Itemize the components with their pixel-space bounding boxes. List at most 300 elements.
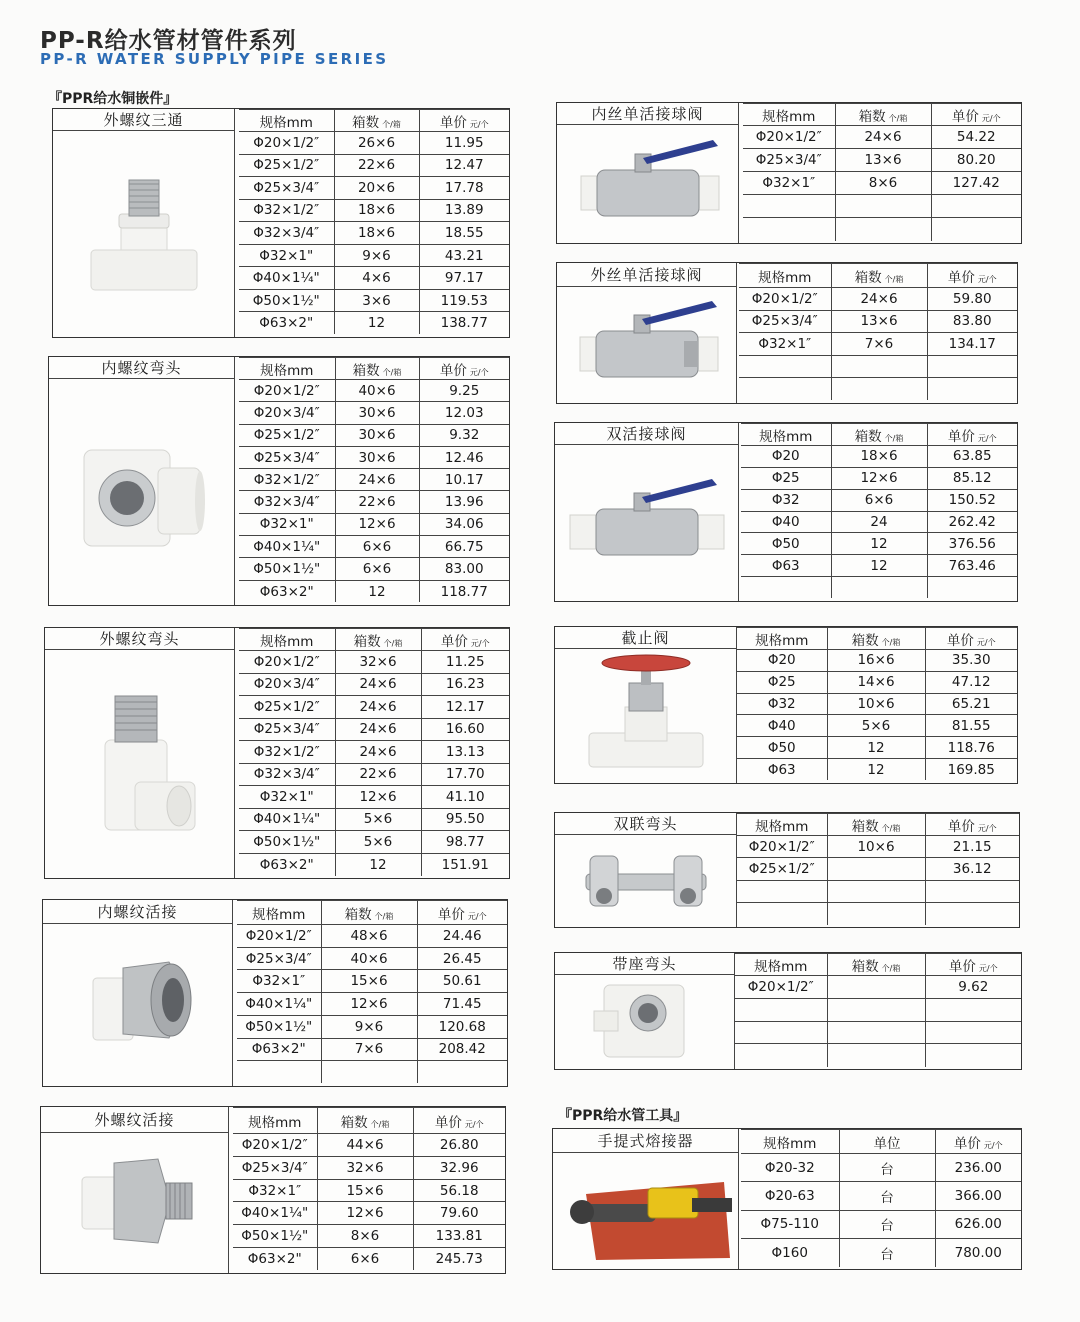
cell-spec: Φ32×3/4″: [239, 222, 334, 245]
table-row: [239, 469, 509, 491]
header-price: [413, 1108, 505, 1134]
table-row: [743, 126, 1021, 149]
cell-qty: 5×6: [827, 715, 925, 737]
cell-price: 9.25: [419, 380, 509, 402]
header-qty-label: 箱数: [851, 818, 879, 835]
product-panel: [554, 952, 1022, 1070]
header-qty-label: 箱数: [854, 269, 882, 286]
cell-price: 16.23: [421, 673, 509, 696]
cell-price: 262.42: [927, 511, 1017, 533]
header-price: [419, 358, 509, 380]
wall-plate-elbow-icon: [590, 975, 700, 1069]
header-qty-label: 箱数: [352, 362, 380, 379]
cell-qty: 30×6: [335, 446, 419, 468]
cell-qty: 台: [839, 1210, 935, 1238]
header-spec: [239, 358, 335, 380]
cell-price: 11.25: [421, 651, 509, 674]
cell-spec: Φ32×1″: [233, 1179, 317, 1202]
cell-qty: 12: [831, 533, 927, 555]
header-spec: [741, 1130, 839, 1154]
product-name: 外螺纹三通: [53, 109, 235, 131]
table-row: [737, 902, 1019, 924]
header-price-unit: 元/个: [469, 367, 489, 377]
header-price-label: 单价: [946, 632, 974, 649]
table-row: [239, 558, 509, 580]
cell-price: 780.00: [935, 1238, 1021, 1266]
header-price: [925, 628, 1017, 650]
table-row: [737, 737, 1017, 759]
cell-spec: Φ32×1": [239, 244, 334, 267]
cell-price: 626.00: [935, 1210, 1021, 1238]
cell-qty: 台: [839, 1154, 935, 1182]
cell-spec: Φ40: [737, 715, 827, 737]
header-qty-unit: 个/箱: [370, 1119, 390, 1129]
cell-spec: Φ50: [741, 533, 831, 555]
header-price-unit: 元/个: [469, 119, 489, 129]
cell-qty: 6×6: [317, 1248, 413, 1271]
table-row: [735, 1021, 1021, 1044]
table-row: [237, 1015, 507, 1038]
header-qty-label: 箱数: [344, 906, 372, 923]
cell-qty: 30×6: [335, 424, 419, 446]
table-header-row: [239, 110, 509, 132]
header-qty-label: 箱数: [851, 632, 879, 649]
cell-qty: 12×6: [317, 1202, 413, 1225]
table-row: [737, 693, 1017, 715]
header-qty-label: 箱数: [340, 1114, 368, 1131]
table-row: [239, 199, 509, 222]
cell-qty: 26×6: [334, 132, 419, 155]
header-qty-unit: 个/箱: [881, 637, 901, 647]
header-qty: [334, 110, 419, 132]
table-row: [741, 1154, 1021, 1182]
product-image: [49, 379, 235, 605]
cell-qty: 12×6: [321, 993, 417, 1016]
header-spec: [237, 901, 321, 925]
cell-qty: 8×6: [835, 172, 931, 195]
header-price-label: 单价: [440, 633, 468, 650]
table-row: [239, 580, 509, 602]
cell-price: 12.46: [419, 446, 509, 468]
header-unit-label: 单位: [873, 1135, 901, 1152]
table-row: [237, 993, 507, 1016]
header-spec-label: 规格mm: [755, 818, 809, 835]
table-row: [239, 177, 509, 200]
table-row: [239, 741, 509, 764]
table-row: [233, 1202, 505, 1225]
header-qty: [335, 358, 419, 380]
table-row: [233, 1225, 505, 1248]
cell-price: 366.00: [935, 1182, 1021, 1210]
table-row: [239, 312, 509, 335]
header-qty-unit: 个/箱: [382, 119, 401, 129]
table-row: [239, 513, 509, 535]
female-thread-elbow-icon: [72, 420, 212, 564]
header-spec-label: 规格mm: [260, 362, 314, 379]
header-price-label: 单价: [953, 1135, 981, 1152]
header-qty-unit: 个/箱: [374, 911, 394, 921]
table-row: [741, 1238, 1021, 1266]
product-image: [555, 975, 735, 1069]
product-panel: [44, 627, 510, 879]
header-price-unit: 元/个: [977, 433, 997, 443]
cell-spec: Φ63×2": [237, 1038, 321, 1061]
cell-price: 11.95: [419, 132, 509, 155]
header-spec-label: 规格mm: [260, 633, 314, 650]
product-name: 内丝单活接球阀: [557, 103, 739, 125]
cell-price: 21.15: [925, 836, 1019, 858]
product-panel: [52, 108, 510, 338]
cell-qty: 24×6: [335, 741, 421, 764]
cell-price: 35.30: [925, 650, 1017, 672]
cell-price: 79.60: [413, 1202, 505, 1225]
cell-price: 26.45: [417, 947, 507, 970]
cell-qty: 40×6: [321, 947, 417, 970]
header-price-unit: 元/个: [470, 638, 490, 648]
table-row: [741, 577, 1017, 599]
table-row: [739, 355, 1017, 378]
header-qty-unit: 个/箱: [888, 113, 908, 123]
ball-valve-female-icon: [563, 132, 733, 236]
price-table: [239, 357, 509, 602]
header-price: [419, 110, 509, 132]
cell-qty: 12: [334, 312, 419, 335]
product-image: [555, 649, 737, 783]
header-spec-label: 规格mm: [252, 906, 306, 923]
header-price-unit: 元/个: [976, 637, 996, 647]
cell-spec: Φ20×1/2″: [239, 132, 334, 155]
cell-qty: 12: [335, 580, 419, 602]
cell-qty: [827, 880, 925, 902]
product-name: 手提式熔接器: [553, 1129, 739, 1153]
header-price-unit: 元/个: [978, 963, 998, 973]
table-row: [735, 1044, 1021, 1067]
table-row: [239, 673, 509, 696]
cell-price: 12.03: [419, 402, 509, 424]
cell-spec: Φ25×1/2″: [239, 424, 335, 446]
table-row: [741, 511, 1017, 533]
cell-price: 59.80: [927, 288, 1017, 311]
product-panel: [48, 356, 510, 606]
table-row: [239, 267, 509, 290]
cell-spec: Φ32×3/4″: [239, 491, 335, 513]
cell-price: 12.17: [421, 696, 509, 719]
header-price-unit: 元/个: [981, 113, 1001, 123]
cell-qty: 5×6: [335, 831, 421, 854]
header-price-unit: 元/个: [983, 1140, 1003, 1150]
cell-price: 16.60: [421, 718, 509, 741]
cell-spec: Φ20×1/2″: [735, 976, 827, 999]
header-spec: [741, 424, 831, 446]
table-row: [233, 1156, 505, 1179]
cell-price: 133.81: [413, 1225, 505, 1248]
table-header-row: [737, 814, 1019, 836]
table-row: [239, 491, 509, 513]
cell-price: [925, 998, 1021, 1021]
cell-qty: 7×6: [831, 333, 927, 356]
table-row: [239, 808, 509, 831]
product-panel: [554, 422, 1018, 602]
table-row: [237, 1038, 507, 1061]
header-qty-label: 箱数: [851, 958, 879, 975]
header-price-unit: 元/个: [977, 823, 997, 833]
table-row: [737, 650, 1017, 672]
cell-qty: 8×6: [317, 1225, 413, 1248]
cell-spec: Φ32×1/2″: [239, 469, 335, 491]
cell-spec: Φ50×1½": [233, 1225, 317, 1248]
cell-spec: Φ63×2": [239, 853, 335, 876]
cell-spec: Φ25: [737, 671, 827, 693]
price-table: [735, 953, 1021, 1067]
product-image: [557, 287, 737, 403]
product-name: 外螺纹活接: [41, 1107, 229, 1133]
price-table: [743, 103, 1021, 241]
price-table: [237, 900, 507, 1083]
table-row: [741, 533, 1017, 555]
cell-price: 169.85: [925, 759, 1017, 781]
header-price-label: 单价: [948, 958, 976, 975]
cell-price: 9.32: [419, 424, 509, 446]
product-panel: [552, 1128, 1022, 1270]
cell-price: [927, 378, 1017, 401]
cell-price: 83.80: [927, 310, 1017, 333]
cell-spec: Φ63: [737, 759, 827, 781]
cell-qty: 6×6: [335, 558, 419, 580]
cell-price: 24.46: [417, 925, 507, 948]
table-row: [239, 718, 509, 741]
header-unit: [839, 1130, 935, 1154]
cell-price: 763.46: [927, 555, 1017, 577]
cell-spec: Φ32×1/2″: [239, 741, 335, 764]
cell-spec: Φ75-110: [741, 1210, 839, 1238]
cell-spec: Φ160: [741, 1238, 839, 1266]
table-header-row: [237, 901, 507, 925]
product-image: [557, 125, 739, 243]
cell-qty: 15×6: [321, 970, 417, 993]
cell-qty: 24×6: [335, 469, 419, 491]
cell-qty: 22×6: [335, 491, 419, 513]
table-row: [237, 925, 507, 948]
header-qty-label: 箱数: [353, 633, 381, 650]
cell-price: 54.22: [931, 126, 1021, 149]
cell-price: 43.21: [419, 244, 509, 267]
cell-price: [927, 355, 1017, 378]
price-table: [741, 423, 1017, 598]
table-row: [239, 132, 509, 155]
header-qty: [831, 264, 927, 288]
cell-spec: [739, 355, 831, 378]
cell-qty: [321, 1061, 417, 1084]
cell-price: 13.89: [419, 199, 509, 222]
cell-spec: Φ40: [741, 511, 831, 533]
section-label-fittings: 『PPR给水铜嵌件』: [48, 91, 178, 107]
table-row: [239, 763, 509, 786]
cell-qty: 16×6: [827, 650, 925, 672]
table-row: [233, 1179, 505, 1202]
price-table: [739, 263, 1017, 400]
cell-spec: Φ20×3/4″: [239, 402, 335, 424]
cell-price: 127.42: [931, 172, 1021, 195]
cell-qty: 12: [335, 853, 421, 876]
cell-price: [931, 195, 1021, 218]
cell-spec: Φ32×1": [239, 513, 335, 535]
product-name: 内螺纹活接: [43, 900, 233, 924]
product-panel: [40, 1106, 506, 1274]
cell-spec: Φ20×1/2″: [237, 925, 321, 948]
table-row: [239, 696, 509, 719]
cell-qty: [831, 378, 927, 401]
cell-qty: 32×6: [317, 1156, 413, 1179]
male-thread-elbow-icon: [75, 682, 205, 846]
header-qty-label: 箱数: [352, 114, 380, 131]
header-spec-label: 规格mm: [754, 958, 808, 975]
header-price-label: 单价: [951, 108, 979, 125]
cell-price: [417, 1061, 507, 1084]
cell-spec: Φ25×1/2″: [239, 154, 334, 177]
catalog-title-en: PP-R WATER SUPPLY PIPE SERIES: [40, 50, 389, 68]
cell-price: [927, 577, 1017, 599]
cell-spec: Φ40×1¼": [233, 1202, 317, 1225]
cell-qty: 18×6: [334, 222, 419, 245]
cell-qty: 5×6: [335, 808, 421, 831]
cell-spec: [737, 880, 827, 902]
cell-qty: 9×6: [321, 1015, 417, 1038]
cell-price: [925, 1021, 1021, 1044]
cell-spec: Φ25×3/4″: [239, 177, 334, 200]
cell-spec: Φ50×1½": [237, 1015, 321, 1038]
cell-spec: Φ32×1/2″: [239, 199, 334, 222]
header-price: [927, 424, 1017, 446]
cell-qty: 12: [827, 737, 925, 759]
cell-spec: Φ50×1½": [239, 831, 335, 854]
cell-qty: [835, 195, 931, 218]
cell-qty: [827, 858, 925, 880]
cell-qty: 24×6: [835, 126, 931, 149]
cell-spec: Φ20×1/2″: [739, 288, 831, 311]
header-spec-label: 规格mm: [762, 108, 816, 125]
cell-qty: 12×6: [831, 467, 927, 489]
catalog-title-cn: PP-R给水管材管件系列: [40, 28, 297, 54]
table-header-row: [743, 104, 1021, 126]
table-row: [737, 671, 1017, 693]
cell-qty: 台: [839, 1238, 935, 1266]
table-row: [233, 1134, 505, 1157]
cell-price: 18.55: [419, 222, 509, 245]
cell-price: 138.77: [419, 312, 509, 335]
table-row: [239, 402, 509, 424]
product-name: 双活接球阀: [555, 423, 739, 445]
cell-price: 81.55: [925, 715, 1017, 737]
header-qty: [827, 814, 925, 836]
cell-spec: Φ20×1/2″: [233, 1134, 317, 1157]
header-spec: [735, 954, 827, 976]
product-name: 内螺纹弯头: [49, 357, 235, 379]
product-image: [41, 1133, 229, 1273]
cell-spec: Φ20: [737, 650, 827, 672]
header-qty: [827, 954, 925, 976]
cell-spec: [735, 1044, 827, 1067]
product-image: [555, 445, 739, 601]
header-spec: [739, 264, 831, 288]
cell-spec: Φ25×1/2″: [737, 858, 827, 880]
cell-price: 134.17: [927, 333, 1017, 356]
cell-spec: Φ32×1″: [739, 333, 831, 356]
cell-spec: [741, 577, 831, 599]
cell-qty: 7×6: [321, 1038, 417, 1061]
cell-price: 208.42: [417, 1038, 507, 1061]
header-price: [925, 954, 1021, 976]
cell-spec: Φ50×1½": [239, 289, 334, 312]
header-price-label: 单价: [947, 428, 975, 445]
header-price: [925, 814, 1019, 836]
table-row: [743, 195, 1021, 218]
table-header-row: [739, 264, 1017, 288]
cell-spec: Φ32×1″: [743, 172, 835, 195]
cell-price: 151.91: [421, 853, 509, 876]
product-image: [45, 650, 235, 878]
cell-spec: Φ25×3/4″: [239, 446, 335, 468]
cell-spec: Φ32: [737, 693, 827, 715]
price-table: [741, 1129, 1021, 1267]
cell-price: 50.61: [417, 970, 507, 993]
cell-spec: Φ20: [741, 446, 831, 468]
header-spec: [239, 110, 334, 132]
cell-price: 71.45: [417, 993, 507, 1016]
cell-spec: [735, 998, 827, 1021]
table-row: [737, 880, 1019, 902]
cell-price: 120.68: [417, 1015, 507, 1038]
header-spec: [737, 628, 827, 650]
cell-qty: [827, 1044, 925, 1067]
header-qty: [835, 104, 931, 126]
product-name: 截止阀: [555, 627, 737, 649]
table-header-row: [239, 358, 509, 380]
cell-price: 47.12: [925, 671, 1017, 693]
table-row: [741, 1182, 1021, 1210]
header-qty-unit: 个/箱: [884, 274, 904, 284]
cell-spec: Φ25×3/4″: [739, 310, 831, 333]
cell-price: 236.00: [935, 1154, 1021, 1182]
table-row: [239, 651, 509, 674]
cell-qty: 15×6: [317, 1179, 413, 1202]
cell-spec: Φ50×1½": [239, 558, 335, 580]
table-header-row: [233, 1108, 505, 1134]
cell-qty: 12×6: [335, 513, 419, 535]
cell-qty: 13×6: [831, 310, 927, 333]
cell-price: 12.47: [419, 154, 509, 177]
cell-qty: 3×6: [334, 289, 419, 312]
cell-price: 80.20: [931, 149, 1021, 172]
product-image: [555, 835, 737, 927]
cell-price: 98.77: [421, 831, 509, 854]
header-price-unit: 元/个: [464, 1119, 484, 1129]
cell-qty: 44×6: [317, 1134, 413, 1157]
product-panel: [556, 262, 1018, 404]
cell-price: 13.13: [421, 741, 509, 764]
cell-qty: 48×6: [321, 925, 417, 948]
product-name: 外螺纹弯头: [45, 628, 235, 650]
table-header-row: [735, 954, 1021, 976]
header-qty-label: 箱数: [858, 108, 886, 125]
header-price-unit: 元/个: [977, 274, 997, 284]
header-price: [421, 629, 509, 651]
double-union-ball-valve-icon: [562, 471, 732, 575]
cell-price: 85.12: [927, 467, 1017, 489]
header-qty-unit: 个/箱: [383, 638, 403, 648]
cell-spec: Φ63×2": [233, 1248, 317, 1271]
cell-spec: Φ40×1¼": [237, 993, 321, 1016]
female-thread-union-icon: [73, 938, 203, 1072]
